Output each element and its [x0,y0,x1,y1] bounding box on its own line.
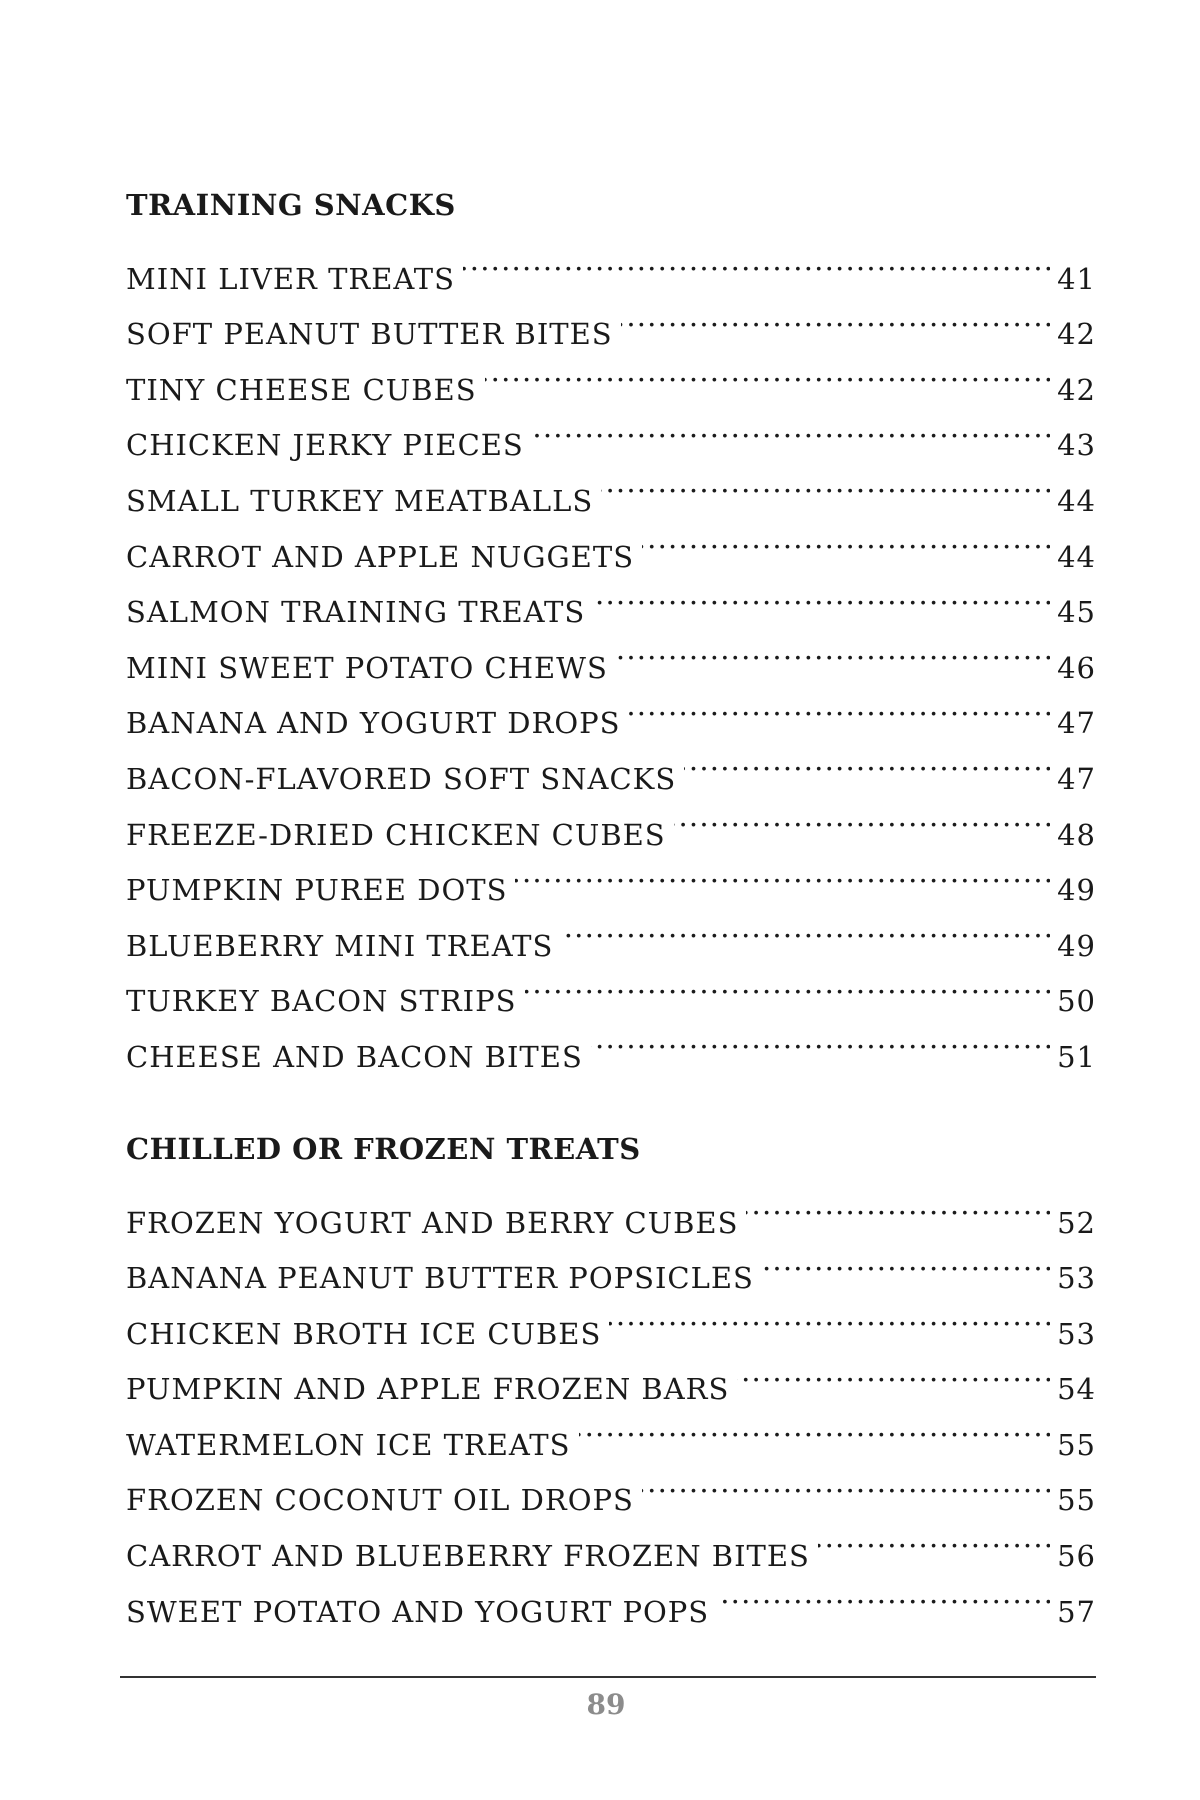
toc-entry-page: 55 [1057,1427,1096,1462]
toc-entry-title: MINI SWEET POTATO CHEWS [126,650,608,685]
toc-entry-page: 42 [1057,317,1096,352]
dot-leader [525,956,1050,1012]
toc-entry-page: 57 [1057,1594,1096,1629]
toc-entry-title: WATERMELON ICE TREATS [126,1427,571,1462]
dot-leader [746,1177,1050,1233]
dot-leader [818,1510,1050,1566]
toc-entry-title: CHEESE AND BACON BITES [126,1039,583,1074]
toc-entry-title: PUMPKIN AND APPLE FROZEN BARS [126,1372,730,1407]
toc-entry-title: MINI LIVER TREATS [126,261,455,296]
dot-leader [515,845,1050,901]
toc-entry[interactable] [126,1177,1096,1240]
dot-leader [593,567,1050,623]
dot-leader [463,233,1050,289]
toc-entry-title: BACON-FLAVORED SOFT SNACKS [126,761,677,796]
toc-entry-title: TURKEY BACON STRIPS [126,984,517,1019]
toc-entry-page: 51 [1057,1039,1096,1074]
dot-leader [674,789,1050,845]
toc-entry-page: 50 [1057,984,1096,1019]
dot-leader [642,1455,1050,1511]
toc-entry-title: SALMON TRAINING TREATS [126,595,586,630]
dot-leader [609,1288,1050,1344]
toc-entry-title: TINY CHEESE CUBES [126,372,477,407]
toc-entry-title: CARROT AND APPLE NUGGETS [126,539,635,574]
toc-entry-page: 56 [1057,1539,1096,1574]
dot-leader [737,1344,1050,1400]
dot-leader [621,289,1050,345]
toc-entry-title: CARROT AND BLUEBERRY FROZEN BITES [126,1539,810,1574]
table-of-contents [126,177,1096,1629]
toc-entry-title: BANANA PEANUT BUTTER POPSICLES [126,1261,754,1296]
dot-leader [601,455,1050,511]
toc-entry-page: 52 [1057,1205,1096,1240]
dot-leader [485,344,1050,400]
dot-leader [532,400,1050,456]
toc-entry-page: 41 [1057,261,1096,296]
toc-entry-title: SWEET POTATO AND YOGURT POPS [126,1594,710,1629]
toc-entry-page: 47 [1057,761,1096,796]
toc-entry-title: PUMPKIN PUREE DOTS [126,873,508,908]
dot-leader [579,1399,1050,1455]
toc-entry-title: BLUEBERRY MINI TREATS [126,928,554,963]
toc-entry-page: 49 [1057,873,1096,908]
toc-entry-title: FREEZE-DRIED CHICKEN CUBES [126,817,666,852]
dot-leader [591,1011,1050,1067]
toc-entry-page: 55 [1057,1483,1096,1518]
dot-leader [684,733,1050,789]
toc-entry-title: CHICKEN BROTH ICE CUBES [126,1316,602,1351]
toc-entry-title: CHICKEN JERKY PIECES [126,428,524,463]
dot-leader [561,900,1050,956]
footer-divider [120,1676,1096,1678]
toc-entry-title: SMALL TURKEY MEATBALLS [126,483,594,518]
toc-entry-page: 44 [1057,483,1096,518]
toc-entry-page: 42 [1057,372,1096,407]
toc-entry-page: 44 [1057,539,1096,574]
toc-entry-title: BANANA AND YOGURT DROPS [126,706,621,741]
dot-leader [629,678,1050,734]
toc-entry-title: FROZEN COCONUT OIL DROPS [126,1483,634,1518]
toc-entry[interactable] [126,233,1096,296]
toc-entry-page: 53 [1057,1316,1096,1351]
dot-leader [717,1566,1050,1622]
toc-entry-page: 53 [1057,1261,1096,1296]
toc-entry-title: SOFT PEANUT BUTTER BITES [126,317,613,352]
section-heading-training-snacks: TRAINING SNACKS [126,188,456,222]
toc-entry-page: 45 [1057,595,1096,630]
page-number: 89 [586,1688,626,1721]
toc-entry-page: 47 [1057,706,1096,741]
dot-leader [642,511,1050,567]
toc-entry-page: 49 [1057,928,1096,963]
section-heading-chilled-or-frozen-treats: CHILLED OR FROZEN TREATS [126,1131,641,1166]
toc-entry-page: 43 [1057,428,1096,463]
dot-leader [616,622,1050,678]
toc-entry-page: 54 [1057,1372,1096,1407]
toc-entry-page: 48 [1057,817,1096,852]
toc-entry-page: 46 [1057,650,1096,685]
toc-entry-title: FROZEN YOGURT AND BERRY CUBES [126,1205,739,1240]
dot-leader [762,1233,1050,1289]
